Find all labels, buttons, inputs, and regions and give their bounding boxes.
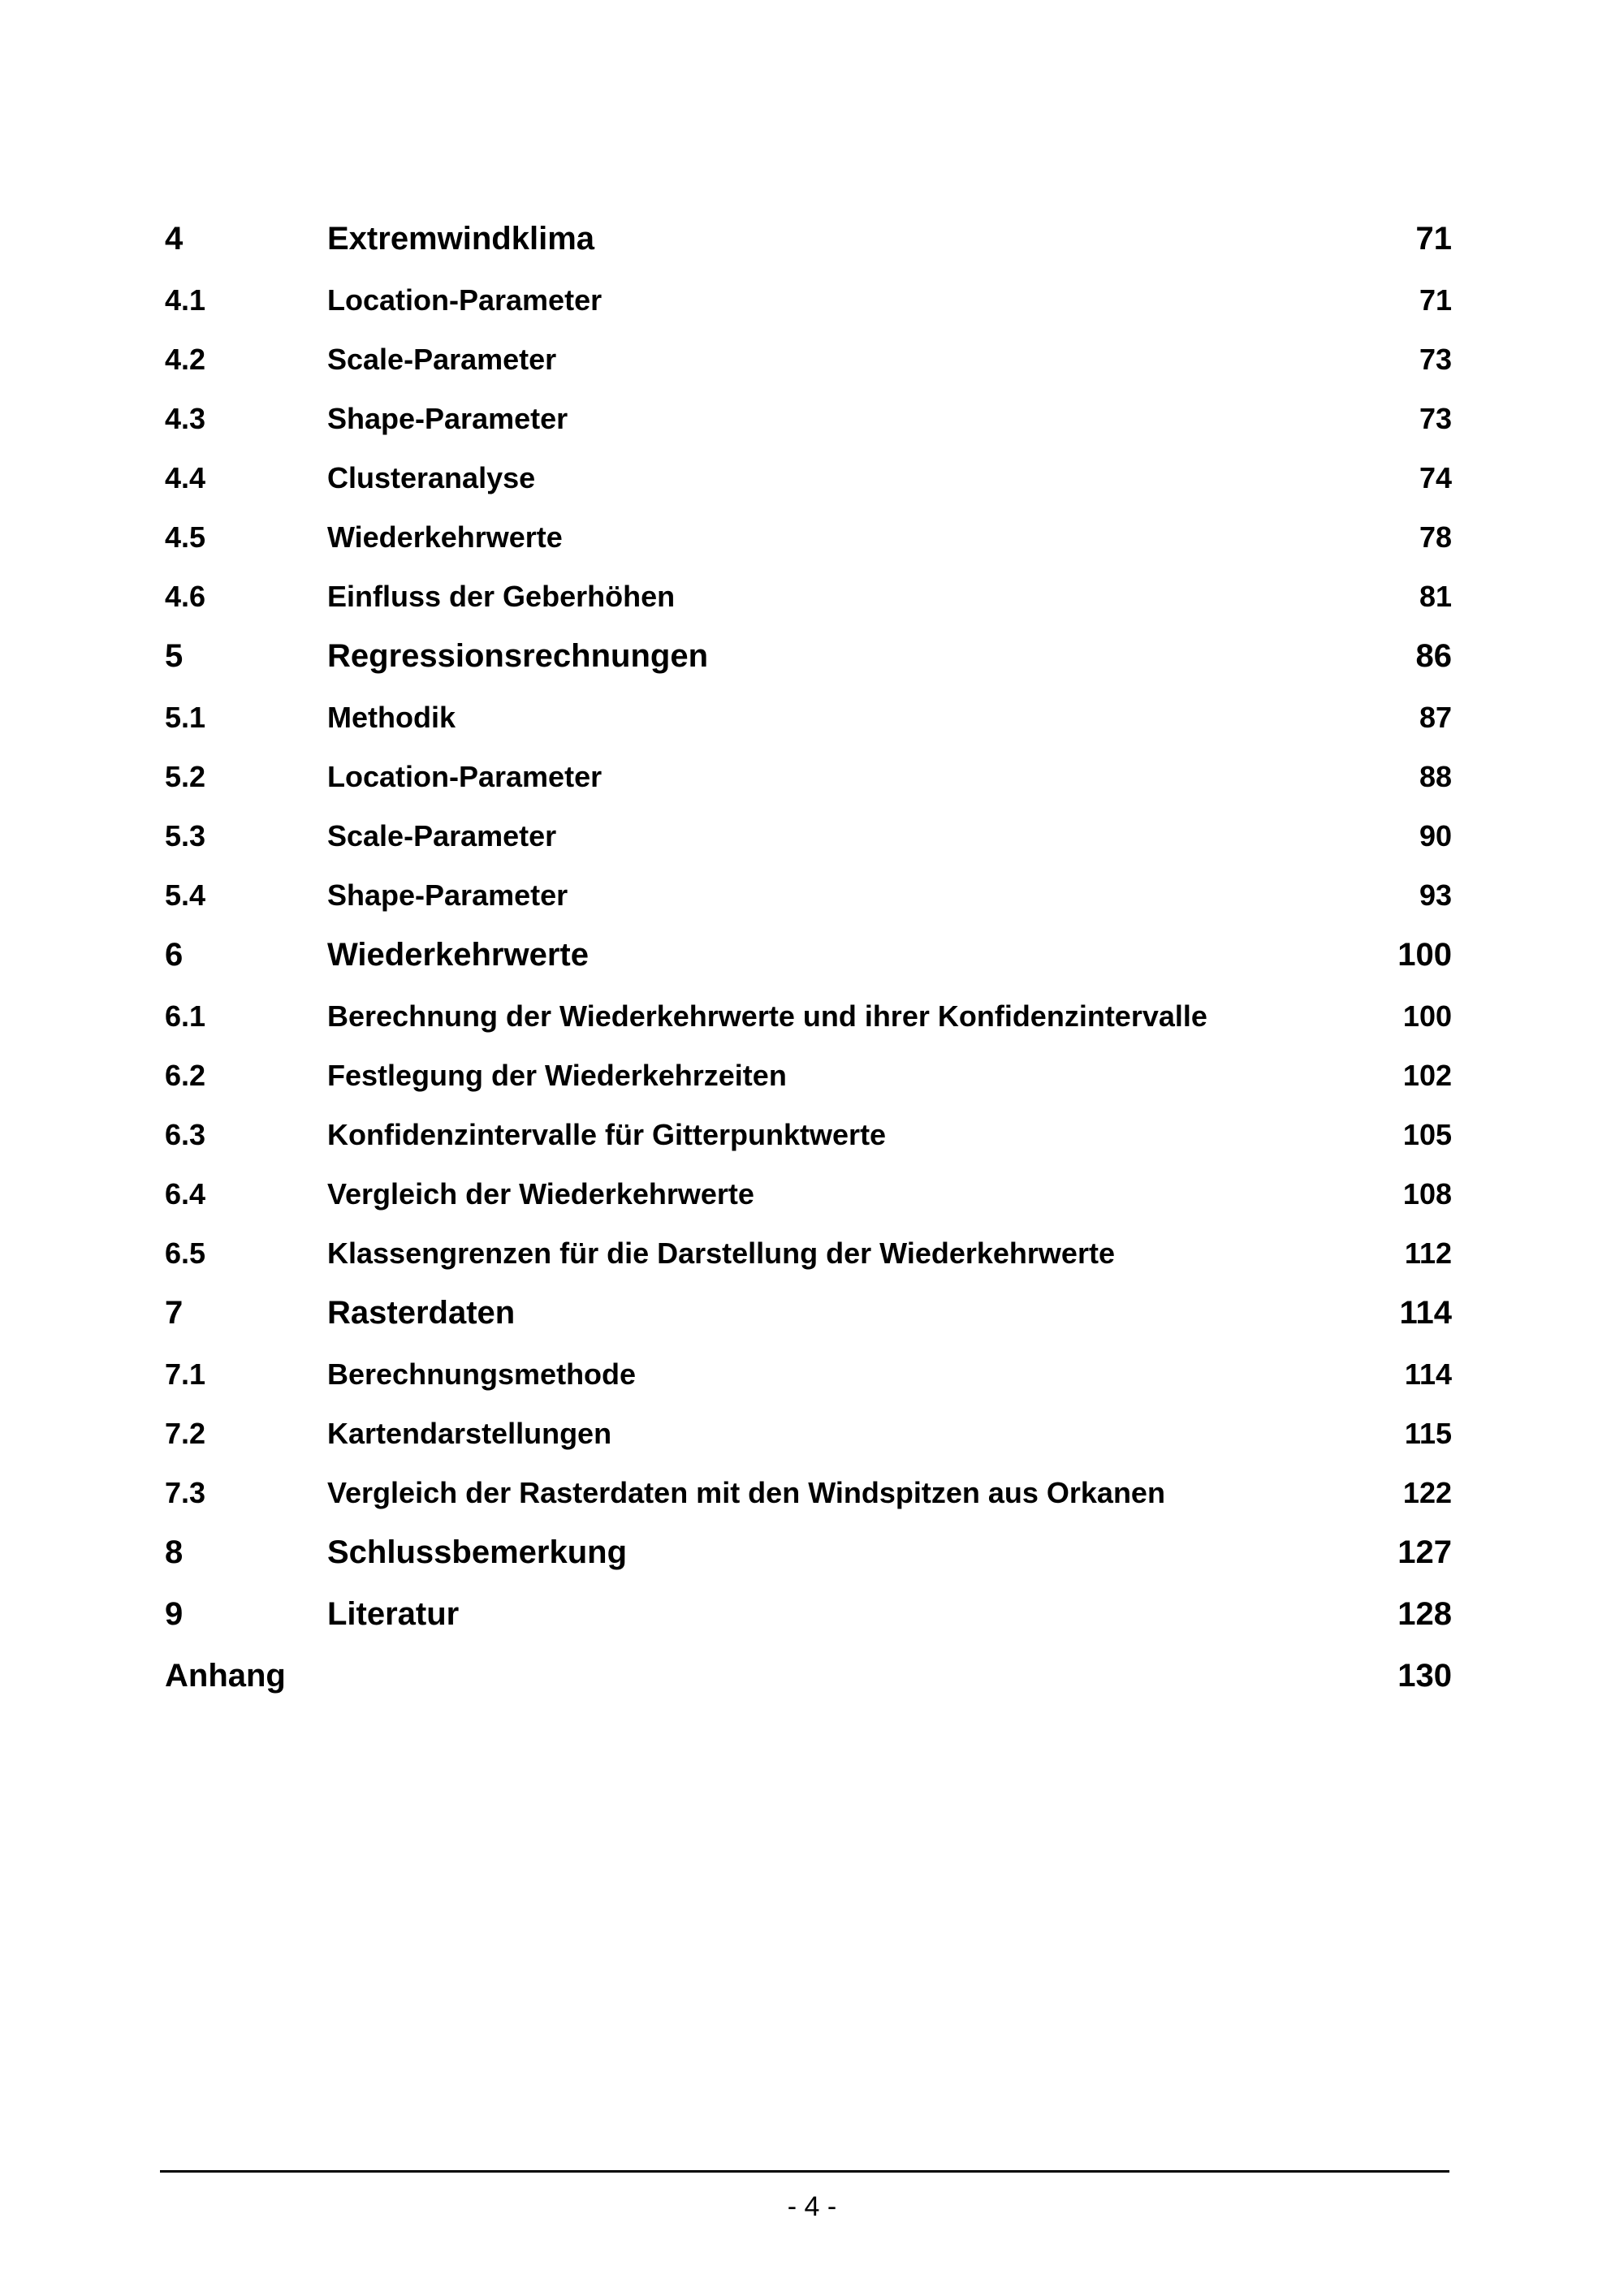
toc-entry[interactable] [165,748,1452,807]
entry-page: 71 [1415,221,1452,257]
entry-title: Berechnung der Wiederkehrwerte und ihrer Konfidenzintervalle [327,999,1207,1033]
entry-number: 6 [165,937,184,973]
entry-number: 6.3 [165,1118,206,1151]
entry-title: Konfidenzintervalle für Gitterpunktwerte [327,1118,887,1151]
toc-entry[interactable] [165,390,1452,449]
toc-entry[interactable] [165,1646,1452,1708]
toc-entry[interactable] [165,688,1452,748]
entry-number: 4.3 [165,402,206,435]
toc-entry[interactable] [165,866,1452,926]
toc-entry[interactable] [165,1345,1452,1405]
entry-title: Kartendarstellungen [327,1417,612,1450]
entry-title: Festlegung der Wiederkehrzeiten [327,1059,787,1092]
toc-entry[interactable] [165,627,1452,688]
entry-number: 5.4 [165,878,206,912]
entry-title: Scale-Parameter [327,343,557,376]
entry-title: Location-Parameter [327,283,603,317]
entry-page: 108 [1402,1177,1452,1211]
entry-page: 114 [1399,1295,1452,1331]
toc-entry[interactable] [165,987,1452,1047]
toc-entry[interactable] [165,568,1452,627]
entry-page: 112 [1404,1236,1452,1270]
entry-page: 73 [1419,343,1452,376]
entry-number: 5.3 [165,819,206,852]
toc-entry[interactable] [165,1106,1452,1165]
entry-number: 7.3 [165,1476,206,1509]
entry-page: 102 [1402,1059,1452,1092]
toc-entry[interactable] [165,271,1452,330]
entry-page: 90 [1419,819,1452,852]
entry-page: 73 [1419,402,1452,435]
entry-number: 6.4 [165,1177,206,1211]
entry-title: Klassengrenzen für die Darstellung der Wiederkehrwerte [327,1236,1115,1270]
entry-page: 100 [1402,999,1452,1033]
toc-entry[interactable] [165,508,1452,568]
toc-entry[interactable] [165,1405,1452,1464]
entry-page: 128 [1397,1596,1452,1632]
entry-number: 5.1 [165,701,206,734]
toc-entry[interactable] [165,1224,1452,1284]
entry-title: Schlussbemerkung [327,1534,628,1570]
entry-title: Wiederkehrwerte [327,937,589,973]
entry-page: 87 [1419,701,1452,734]
toc-entry[interactable] [165,330,1452,390]
entry-number: 4.5 [165,520,206,554]
entry-title: Regressionsrechnungen [327,638,709,674]
entry-title: Wiederkehrwerte [327,520,563,554]
entry-number: 7.1 [165,1357,206,1391]
entry-number: 9 [165,1596,184,1632]
entry-page: 105 [1402,1118,1452,1151]
entry-number: 6.2 [165,1059,206,1092]
entry-title: Shape-Parameter [327,402,568,435]
entry-number: 7.2 [165,1417,206,1450]
entry-title: Methodik [327,701,456,734]
toc-entry[interactable] [165,1284,1452,1345]
entry-page: 93 [1419,878,1452,912]
entry-page: 78 [1419,520,1452,554]
entry-number: Anhang [165,1658,286,1694]
toc-entry[interactable] [165,926,1452,987]
entry-page: 100 [1397,937,1452,973]
toc-entry[interactable] [165,209,1452,271]
entry-number: 4.2 [165,343,206,376]
table-of-contents [165,209,1452,1708]
entry-page: 71 [1419,283,1452,317]
entry-number: 4.6 [165,580,206,613]
entry-page: 114 [1404,1357,1452,1391]
entry-page: 115 [1404,1417,1452,1450]
entry-number: 5.2 [165,760,206,793]
entry-title: Location-Parameter [327,760,603,793]
entry-title: Einfluss der Geberhöhen [327,580,676,613]
entry-title: Berechnungsmethode [327,1357,637,1391]
toc-entry[interactable] [165,1047,1452,1106]
footer-divider [160,2170,1449,2173]
entry-title: Vergleich der Rasterdaten mit den Windspitzen aus Orkanen [327,1476,1165,1509]
entry-number: 5 [165,638,184,674]
entry-title: Scale-Parameter [327,819,557,852]
entry-page: 127 [1397,1534,1452,1570]
entry-number: 4.1 [165,283,206,317]
entry-title: Vergleich der Wiederkehrwerte [327,1177,754,1211]
entry-page: 122 [1402,1476,1452,1509]
entry-title: Extremwindklima [327,221,595,257]
entry-number: 6.5 [165,1236,206,1270]
entry-page: 81 [1419,580,1452,613]
entry-page: 130 [1397,1658,1452,1694]
toc-entry[interactable] [165,1165,1452,1224]
toc-entry[interactable] [165,1464,1452,1523]
page-number: - 4 - [787,2191,837,2222]
entry-number: 7 [165,1295,184,1331]
entry-number: 4.4 [165,461,206,494]
toc-entry[interactable] [165,1523,1452,1585]
toc-entry[interactable] [165,807,1452,866]
toc-entry[interactable] [165,1585,1452,1646]
toc-entry[interactable] [165,449,1452,508]
entry-title: Rasterdaten [327,1295,516,1331]
entry-number: 6.1 [165,999,206,1033]
entry-page: 74 [1419,461,1452,494]
entry-page: 86 [1415,638,1452,674]
entry-title: Clusteranalyse [327,461,536,494]
entry-number: 8 [165,1534,184,1570]
entry-page: 88 [1419,760,1452,793]
entry-title: Shape-Parameter [327,878,568,912]
entry-title: Literatur [327,1596,460,1632]
entry-number: 4 [165,221,184,257]
